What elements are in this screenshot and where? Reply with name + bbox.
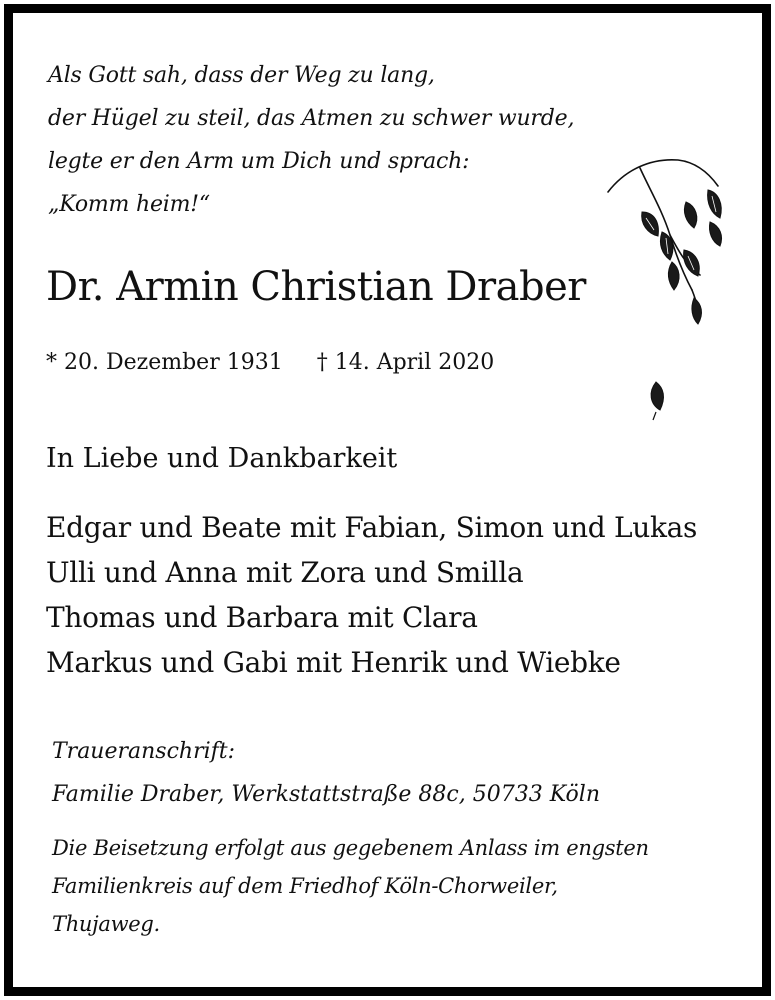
family-line: Thomas und Barbara mit Clara [46, 601, 478, 634]
poem [48, 54, 574, 226]
poem-line: legte er den Arm um Dich und sprach: [48, 149, 470, 174]
birth-date: * 20. Dezember 1931 [46, 350, 283, 375]
mourning-address [52, 730, 600, 816]
burial-note [52, 829, 649, 943]
tribute-line: In Liebe und Dankbarkeit [46, 443, 398, 474]
poem-line: Als Gott sah, dass der Weg zu lang, [48, 63, 435, 88]
family-line: Ulli und Anna mit Zora und Smilla [46, 556, 524, 589]
burial-line: Familienkreis auf dem Friedhof Köln-Chorweiler, [52, 874, 558, 898]
burial-line: Die Beisetzung erfolgt aus gegebenem Anlass im engsten [52, 836, 649, 860]
death-date: † 14. April 2020 [316, 350, 495, 375]
poem-line: der Hügel zu steil, das Atmen zu schwer wurde, [48, 106, 575, 131]
poem-line: „Komm heim!“ [48, 192, 210, 217]
deceased-name: Dr. Armin Christian Draber [46, 264, 586, 310]
address-value: Familie Draber, Werkstattstraße 88c, 50733 Köln [52, 782, 600, 807]
family-list [46, 505, 697, 685]
birch-branch-illustration [600, 150, 740, 440]
life-dates [46, 350, 494, 375]
burial-line: Thujaweg. [52, 912, 160, 936]
family-line: Markus und Gabi mit Henrik und Wiebke [46, 646, 621, 679]
address-label: Traueranschrift: [52, 739, 236, 764]
family-line: Edgar und Beate mit Fabian, Simon und Lukas [46, 511, 698, 544]
